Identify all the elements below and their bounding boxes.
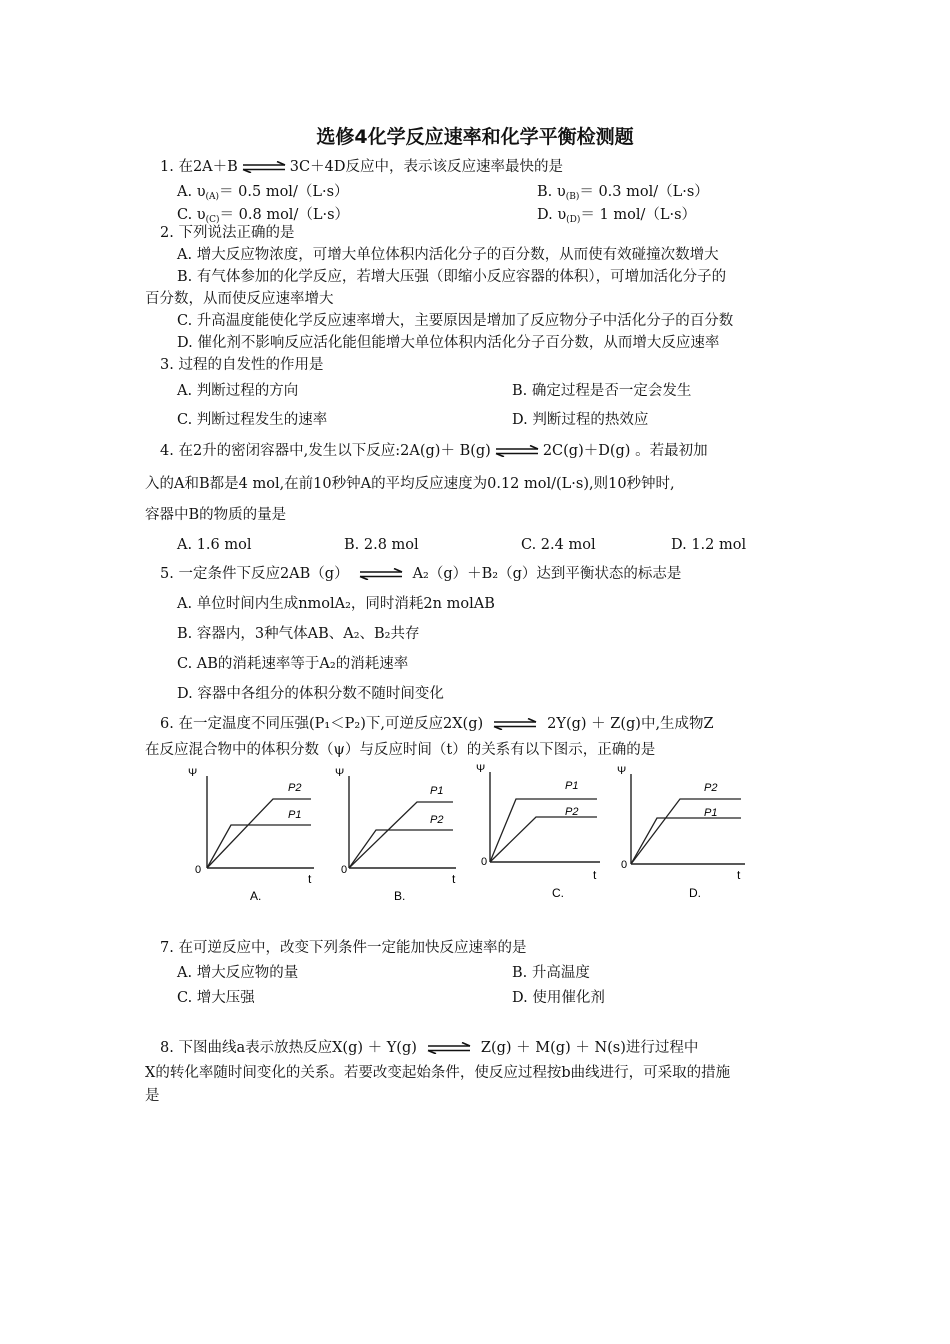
question-1-stem <box>160 157 563 177</box>
question-1-option-d-sub: (D) <box>566 215 581 225</box>
graph-a-label-upper: P2 <box>288 782 302 794</box>
graph-d-curve-1 <box>631 818 741 864</box>
question-1-option-a-pre: A. υ <box>177 184 206 200</box>
graph-b-y-axis-label: Ψ <box>335 767 345 779</box>
question-3-option-c: C. 判断过程发生的速率 <box>177 412 328 428</box>
question-2-option-d: D. 催化剂不影响反应活化能但能增大单位体积内活化分子百分数，从而增大反应速率 <box>177 335 720 351</box>
graph-d-y-axis-label: Ψ <box>617 765 627 777</box>
question-1-option-b-sub: (B) <box>565 192 580 202</box>
question-1-option-a-post: ＝ 0.5 mol/（L·s） <box>219 184 349 200</box>
graph-d <box>617 765 745 900</box>
question-7-option-b: B. 升高温度 <box>512 965 590 981</box>
question-1-option-b-pre: B. υ <box>537 184 566 200</box>
graph-c-origin: 0 <box>481 856 488 868</box>
graph-a-x-axis-label: t <box>308 872 312 886</box>
graph-b-option-label: B. <box>394 889 406 903</box>
question-5-stem <box>160 564 681 584</box>
graph-d-x-axis-label: t <box>737 868 741 882</box>
question-1-option-c-post: ＝ 0.8 mol/（L·s） <box>219 207 350 223</box>
question-5-option-c: C. AB的消耗速率等于A₂的消耗速率 <box>177 656 409 672</box>
question-1-option-c-sub: (C) <box>205 215 220 225</box>
question-8-stem-line3: 是 <box>145 1088 160 1104</box>
question-3-option-a: A. 判断过程的方向 <box>177 383 299 399</box>
graph-d-label-lower: P1 <box>704 807 718 819</box>
graph-b-curve-1 <box>349 830 453 868</box>
question-4-option-d: D. 1.2 mol <box>671 537 747 553</box>
graph-c-label-lower: P2 <box>565 806 579 818</box>
question-4-stem-part2: 2C(g)＋D(g) 。若最初加 <box>542 443 708 459</box>
question-6-graphs <box>180 762 770 912</box>
question-1-option-b <box>537 182 709 207</box>
graph-d-curve-2 <box>631 799 741 864</box>
question-2-option-b-line2: 百分数，从而使反应速率增大 <box>145 291 334 307</box>
graph-a-origin: 0 <box>195 864 202 876</box>
graph-d-option-label: D. <box>689 886 701 900</box>
question-1-option-b-post: ＝ 0.3 mol/（L·s） <box>579 184 709 200</box>
page-title: 选修4化学反应速率和化学平衡检测题 <box>316 126 634 148</box>
question-1-option-c-pre: C. υ <box>177 207 206 223</box>
question-4-stem-line2: 入的A和B都是4 mol,在前10秒钟A的平均反应速度为0.12 mol/(L·s),则10秒钟时, <box>145 476 675 492</box>
question-4-option-a: A. 1.6 mol <box>177 537 252 553</box>
question-8-stem-part2: Z(g) ＋ M(g) ＋ N(s)进行过程中 <box>480 1040 699 1056</box>
question-5-option-a: A. 单位时间内生成nmolA₂，同时消耗2n molAB <box>177 596 495 612</box>
graph-d-origin: 0 <box>621 859 628 871</box>
graph-b-label-lower: P2 <box>430 814 444 826</box>
graph-b-label-upper: P1 <box>430 785 444 797</box>
question-6-stem-part2: 2Y(g) ＋ Z(g)中,生成物Z <box>547 716 714 732</box>
question-7-option-a: A. 增大反应物的量 <box>177 965 299 981</box>
graph-b <box>335 767 456 903</box>
question-7-option-d: D. 使用催化剂 <box>512 990 605 1006</box>
question-5-stem-part1: 5. 一定条件下反应2AB（g） <box>160 566 349 582</box>
question-4-option-c: C. 2.4 mol <box>521 537 596 553</box>
question-8-stem-line1 <box>160 1038 698 1058</box>
question-1-option-d <box>537 205 696 230</box>
question-4-stem-line1 <box>160 441 708 461</box>
graph-b-x-axis-label: t <box>452 872 456 886</box>
question-3-option-b: B. 确定过程是否一定会发生 <box>512 383 692 399</box>
question-8-stem-line2: X的转化率随时间变化的关系。若要改变起始条件，使反应过程按b曲线进行，可采取的措施 <box>145 1065 731 1081</box>
graph-a-label-lower: P1 <box>288 809 302 821</box>
graph-a-curve-1 <box>207 825 311 868</box>
graph-c-curve-1 <box>490 799 597 862</box>
equilibrium-arrow-icon <box>427 1042 471 1054</box>
question-5-stem-part2: A₂（g）＋B₂（g）达到平衡状态的标志是 <box>412 566 682 582</box>
equilibrium-arrow-icon <box>242 161 286 173</box>
question-1-option-d-post: ＝ 1 mol/（L·s） <box>580 207 697 223</box>
question-7-stem: 7. 在可逆反应中，改变下列条件一定能加快反应速率的是 <box>160 940 527 956</box>
equilibrium-arrow-icon <box>359 568 403 580</box>
graph-b-curve-2 <box>349 802 453 868</box>
graph-c <box>476 763 600 900</box>
graph-c-y-axis-label: Ψ <box>476 763 486 775</box>
question-2-stem: 2. 下列说法正确的是 <box>160 225 295 241</box>
equilibrium-arrow-icon <box>495 445 539 457</box>
question-1-option-a <box>177 182 349 207</box>
question-5-option-d: D. 容器中各组分的体积分数不随时间变化 <box>177 686 444 702</box>
question-8-stem-part1: 8. 下图曲线a表示放热反应X(g) ＋ Y(g) <box>160 1040 417 1056</box>
graph-b-origin: 0 <box>341 864 348 876</box>
equilibrium-arrow-icon <box>493 718 537 730</box>
question-6-stem-line2: 在反应混合物中的体积分数（ψ）与反应时间（t）的关系有以下图示，正确的是 <box>145 742 656 758</box>
question-1-option-a-sub: (A) <box>205 192 220 202</box>
question-2-option-b-line1: B. 有气体参加的化学反应，若增大压强（即缩小反应容器的体积），可增加活化分子的 <box>177 269 727 285</box>
question-4-stem-line3: 容器中B的物质的量是 <box>145 507 287 523</box>
graph-c-x-axis-label: t <box>593 868 597 882</box>
graph-d-label-upper: P2 <box>704 782 718 794</box>
graph-c-option-label: C. <box>552 886 564 900</box>
question-7-option-c: C. 增大压强 <box>177 990 255 1006</box>
question-3-option-d: D. 判断过程的热效应 <box>512 412 649 428</box>
question-3-stem: 3. 过程的自发性的作用是 <box>160 357 324 373</box>
question-5-option-b: B. 容器内，3种气体AB、A₂、B₂共存 <box>177 626 420 642</box>
graph-a-option-label: A. <box>250 889 262 903</box>
question-6-stem-line1 <box>160 714 714 734</box>
graph-c-label-upper: P1 <box>565 780 579 792</box>
question-1-stem-part2: 3C＋4D反应中，表示该反应速率最快的是 <box>289 159 563 175</box>
question-2-option-c: C. 升高温度能使化学反应速率增大，主要原因是增加了反应物分子中活化分子的百分数 <box>177 313 734 329</box>
graph-a-y-axis-label: Ψ <box>188 767 198 779</box>
question-6-stem-part1: 6. 在一定温度不同压强(P₁＜P₂)下,可逆反应2X(g) <box>160 716 484 732</box>
question-2-option-a: A. 增大反应物浓度，可增大单位体积内活化分子的百分数，从而使有效碰撞次数增大 <box>177 247 719 263</box>
question-1-option-d-pre: D. υ <box>537 207 567 223</box>
question-4-stem-part1: 4. 在2升的密闭容器中,发生以下反应:2A(g)＋ B(g) <box>160 443 491 459</box>
question-4-option-b: B. 2.8 mol <box>344 537 419 553</box>
question-1-stem-part1: 1. 在2A＋B <box>160 159 238 175</box>
graph-a <box>188 767 314 903</box>
